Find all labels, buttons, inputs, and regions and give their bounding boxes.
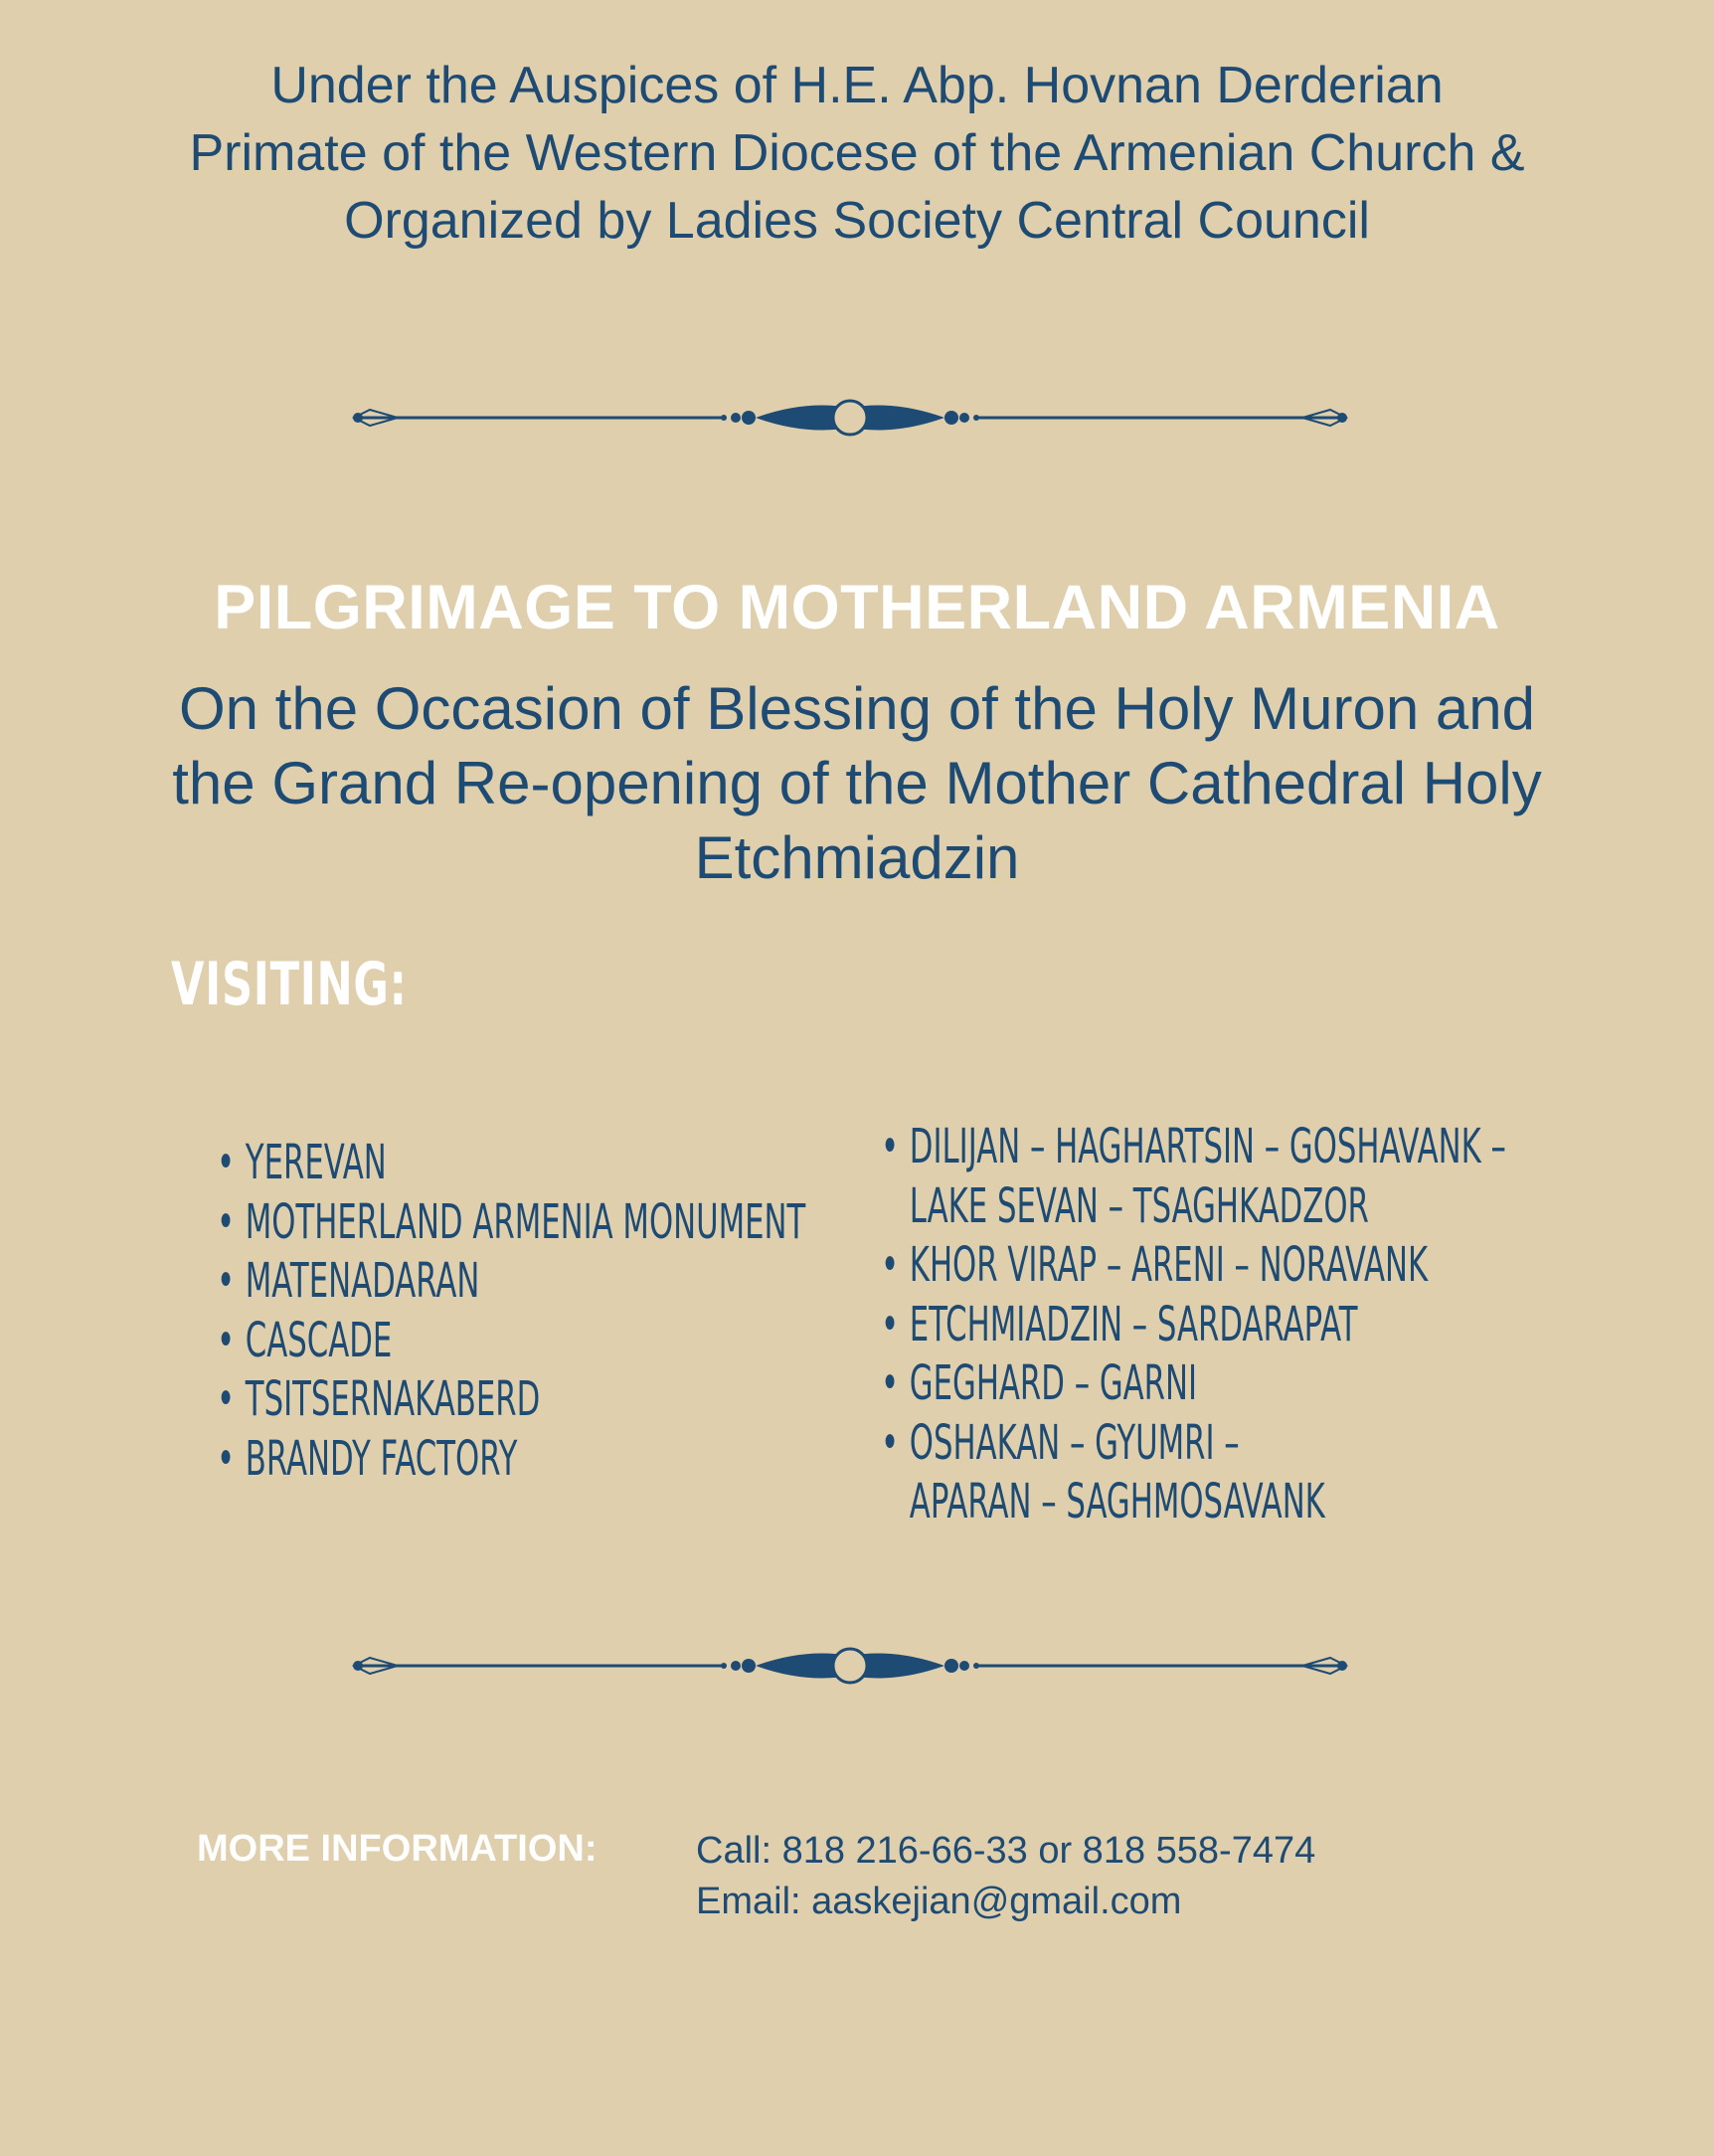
subtitle-line: Etchmiadzin: [694, 824, 1020, 891]
list-item-continuation: APARAN – SAGHMOSAVANK: [909, 1474, 1325, 1529]
contact-phone[interactable]: Call: 818 216-66-33 or 818 558-7474: [696, 1830, 1316, 1872]
list-item: • MATENADARAN: [217, 1252, 805, 1312]
ornamental-divider-bottom: [348, 1636, 1352, 1696]
contact-info: [696, 1826, 1315, 1927]
list-item: • OSHAKAN – GYUMRI –: [881, 1414, 1506, 1474]
list-item: • MOTHERLAND ARMENIA MONUMENT: [217, 1193, 805, 1253]
list-item: • BRANDY FACTORY: [217, 1430, 805, 1490]
destination-list-right: [881, 1118, 1506, 1532]
list-item: • CASCADE: [217, 1312, 805, 1371]
header-line: Under the Auspices of H.E. Abp. Hovnan Derderian: [270, 57, 1444, 114]
ornamental-divider-top: [348, 388, 1352, 448]
list-item: • DILIJAN – HAGHARTSIN – GOSHAVANK –: [881, 1118, 1506, 1177]
list-item: • YEREVAN: [217, 1134, 805, 1193]
list-item: • ETCHMIADZIN – SARDARAPAT: [881, 1296, 1506, 1355]
event-subtitle: [149, 671, 1565, 895]
list-item: • GEGHARD – GARNI: [881, 1354, 1506, 1414]
more-info-label: MORE INFORMATION:: [197, 1828, 598, 1870]
subtitle-line: On the Occasion of Blessing of the Holy Muron and: [178, 675, 1536, 742]
event-title: PILGRIMAGE TO MOTHERLAND ARMENIA: [214, 573, 1500, 642]
contact-email[interactable]: Email: aaskejian@gmail.com: [696, 1881, 1182, 1922]
destination-list-left: [217, 1134, 805, 1489]
header-line: Primate of the Western Diocese of the Armenian Church &: [189, 124, 1525, 182]
subtitle-line: the Grand Re-opening of the Mother Cathedral Holy: [172, 750, 1542, 816]
list-item-continuation: LAKE SEVAN – TSAGHKADZOR: [909, 1177, 1369, 1234]
list-item: • KHOR VIRAP – ARENI – NORAVANK: [881, 1236, 1506, 1296]
visiting-heading: VISITING:: [171, 950, 408, 1019]
sponsor-header: [0, 52, 1714, 255]
header-line: Organized by Ladies Society Central Council: [344, 192, 1370, 250]
list-item: • TSITSERNAKABERD: [217, 1370, 805, 1430]
